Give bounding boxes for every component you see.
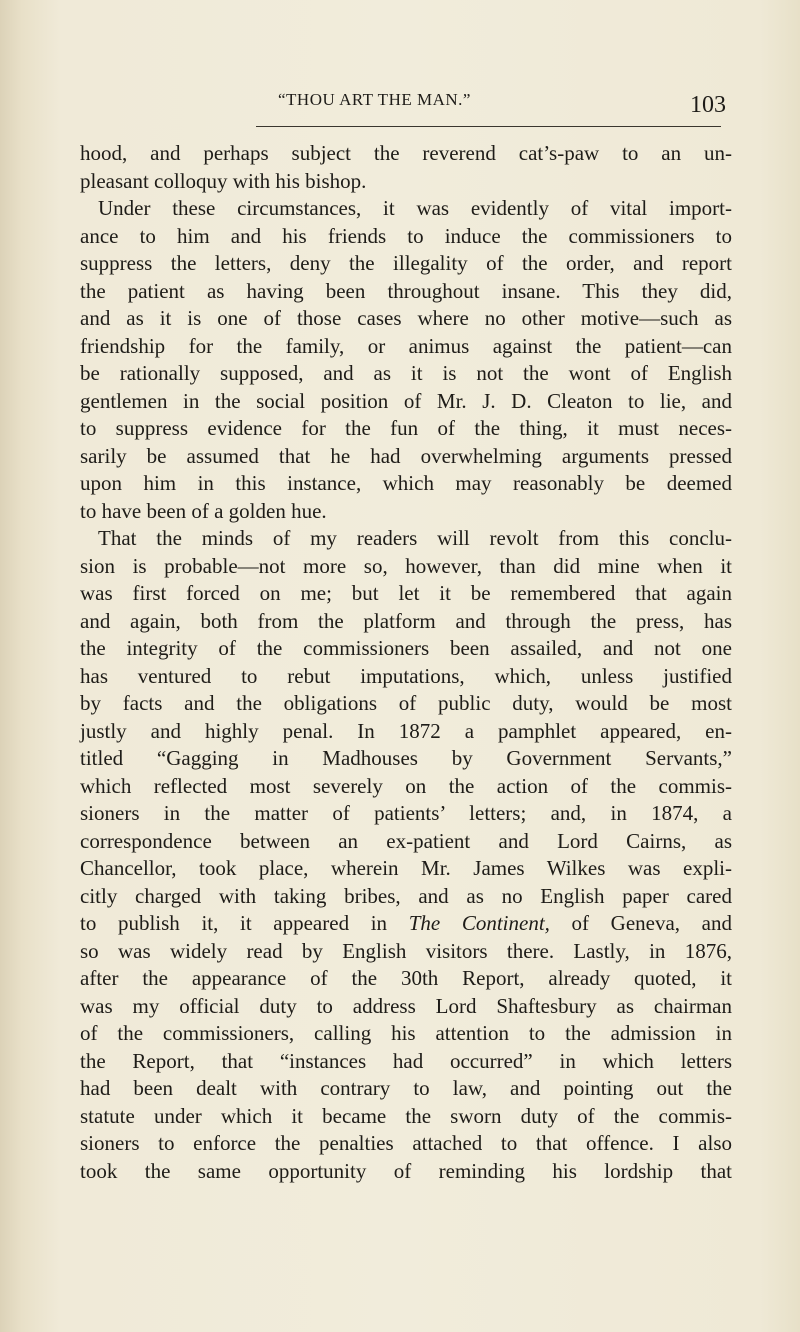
text-line: was my official duty to address Lord Shaftesbury as chairman — [80, 993, 732, 1018]
text-line: of the commissioners, calling his attention to the admission in — [80, 1021, 732, 1045]
text-line: justly and highly penal. In 1872 a pamphlet appeared, en- — [80, 718, 732, 743]
text-line: so was widely read by English visitors there. Lastly, in 1876, — [80, 938, 732, 963]
text-line: pleasant colloquy with his bishop. — [80, 168, 367, 193]
text-line: sioners to enforce the penalties attached to that offence. I also — [80, 1131, 732, 1155]
text-line: upon him in this instance, which may reasonably be deemed — [80, 471, 732, 495]
text-line: correspondence between an ex-patient and Lord Cairns, as — [80, 828, 732, 853]
text-line: to suppress evidence for the fun of the thing, it must neces- — [80, 416, 732, 440]
text-line: hood, and perhaps subject the reverend cat’s-paw to an un- — [80, 141, 732, 165]
text-line: the Report, that “instances had occurred” in which letters — [80, 1048, 732, 1073]
text-segment: of Geneva, and — [571, 911, 733, 935]
text-line: and again, both from the platform and through the press, has — [80, 608, 732, 633]
text-line: be rationally supposed, and as it is not the wont of English — [80, 361, 732, 385]
text-line: after the appearance of the 30th Report, already quoted, it — [80, 966, 732, 990]
text-line-with-italic — [80, 910, 732, 938]
text-line: by facts and the obligations of public duty, would be most — [80, 691, 732, 715]
text-line: sion is probable—not more so, however, than did mine when it — [80, 553, 732, 578]
text-line: citly charged with taking bribes, and as no English paper cared — [80, 883, 732, 908]
header-rule — [256, 126, 721, 127]
text-line: sioners in the matter of patients’ letters; and, in 1874, a — [80, 801, 732, 825]
text-line: had been dealt with contrary to law, and pointing out the — [80, 1076, 732, 1100]
text-line: which reflected most severely on the action of the commis- — [80, 773, 732, 798]
italic-title: The Continent, — [408, 911, 550, 935]
page-number: 103 — [690, 92, 726, 118]
text-line: has ventured to rebut imputations, which, unless justified — [80, 663, 732, 688]
text-line: statute under which it became the sworn duty of the commis- — [80, 1103, 732, 1128]
text-line: friendship for the family, or animus against the patient—can — [80, 333, 732, 358]
body-text — [80, 140, 732, 1185]
text-line: took the same opportunity of reminding his lordship that — [80, 1158, 732, 1183]
text-line: Chancellor, took place, wherein Mr. James Wilkes was expli- — [80, 856, 732, 880]
text-line: titled “Gagging in Madhouses by Government Servants,” — [80, 746, 732, 770]
text-line: the integrity of the commissioners been assailed, and not one — [80, 636, 732, 660]
text-line: sarily be assumed that he had overwhelming arguments pressed — [80, 443, 732, 468]
text-line: suppress the letters, deny the illegality of the order, and report — [80, 251, 732, 275]
text-line: was first forced on me; but let it be remembered that again — [80, 581, 732, 605]
text-line: ance to him and his friends to induce the commissioners to — [80, 223, 732, 248]
text-line: and as it is one of those cases where no other motive—such as — [80, 306, 732, 330]
running-head: “THOU ART THE MAN.” — [278, 90, 471, 109]
text-segment: to publish it, it appeared in — [80, 911, 388, 935]
paragraph-first-line: Under these circumstances, it was evidently of vital import- — [98, 196, 732, 220]
text-line: to have been of a golden hue. — [80, 498, 327, 523]
paragraph-first-line: That the minds of my readers will revolt from this conclu- — [98, 526, 732, 550]
text-line: gentlemen in the social position of Mr. J. D. Cleaton to lie, and — [80, 388, 732, 413]
text-line: the patient as having been throughout insane. This they did, — [80, 278, 732, 303]
